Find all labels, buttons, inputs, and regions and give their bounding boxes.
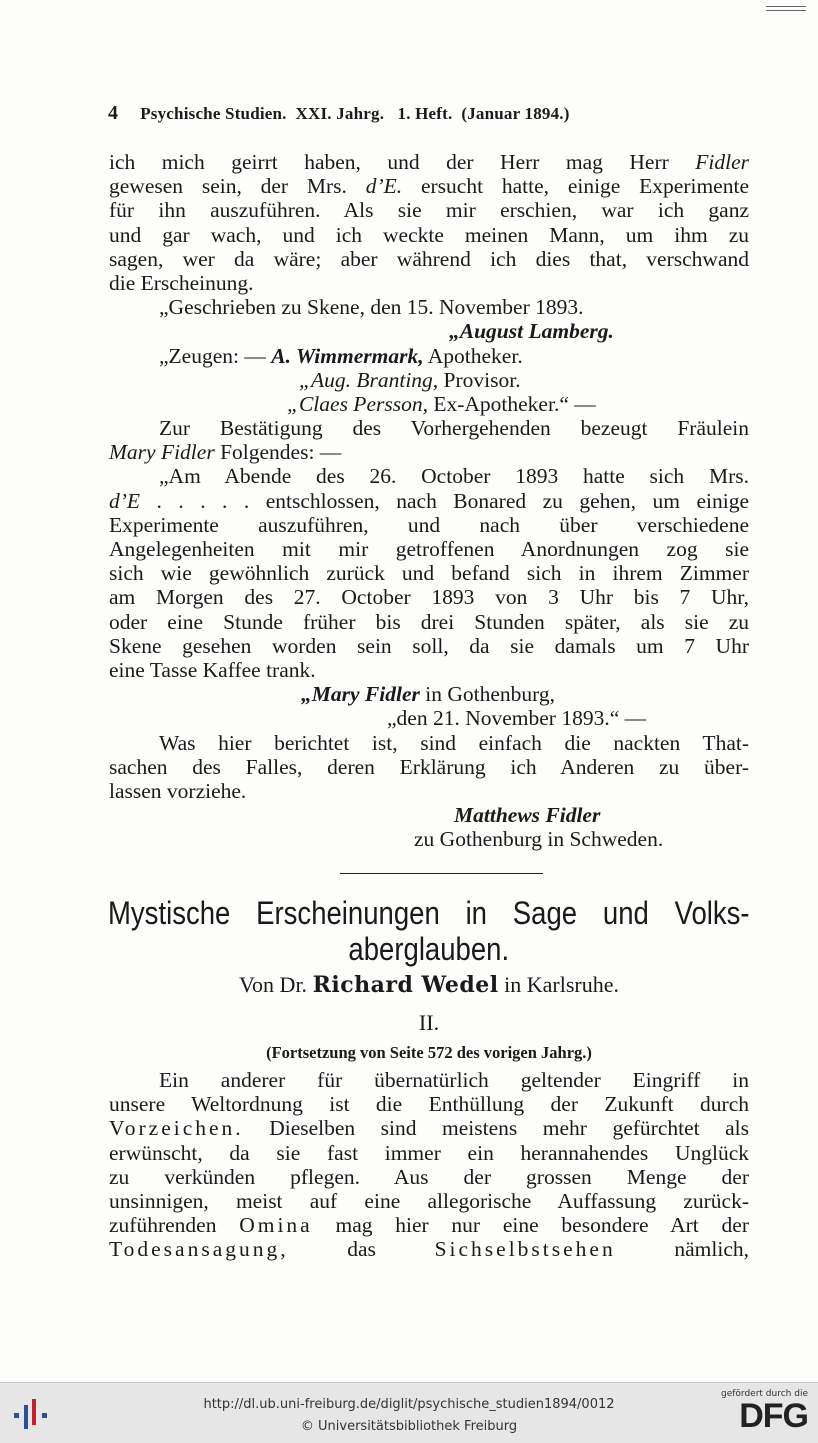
text-line <box>109 319 749 343</box>
text-run: zu Gothenburg in Schweden. <box>414 827 664 852</box>
italic-text: „Claes Persson, <box>287 391 428 416</box>
text-run: in Gothenburg, <box>419 682 556 707</box>
text-run: zuführenden <box>109 1213 240 1238</box>
text-line <box>109 803 749 827</box>
text-line <box>109 731 749 755</box>
continuation-note: (Fortsetzung von Seite 572 des vorigen Jahrg.) <box>266 1043 592 1062</box>
text-run: ersucht hatte, einige Experimente <box>402 174 749 199</box>
text-line <box>109 392 749 416</box>
section-divider <box>340 873 543 874</box>
byline-suffix: in Karlsruhe. <box>498 972 619 997</box>
text-line <box>109 440 749 464</box>
italic-text: Fidler <box>695 150 749 174</box>
text-run: das <box>288 1237 435 1262</box>
spaced-emphasis: Sichselbstsehen <box>434 1237 616 1262</box>
viewer-footer <box>0 1382 818 1443</box>
text-line <box>109 1068 749 1092</box>
spaced-emphasis: Omina <box>239 1213 313 1238</box>
byline <box>0 972 818 998</box>
text-run: sagen, wer da wäre; aber während ich dies that, verschwand <box>109 246 749 271</box>
italic-text: Mary Fidler <box>109 440 215 465</box>
text-run: lassen vorziehe. <box>109 778 247 803</box>
text-run: für ihn auszuführen. Als sie mir erschien, war ich ganz <box>109 198 749 223</box>
dfg-wordmark: DFG <box>739 1397 808 1435</box>
text-run: Ein anderer für übernatürlich geltender Eingriff in <box>159 1068 749 1092</box>
text-line <box>109 1165 749 1189</box>
text-run: „Am Abende des 26. October 1893 hatte sich Mrs. <box>159 464 749 489</box>
text-run: Dieselben sind meistens mehr gefürchtet als <box>243 1116 749 1141</box>
article-title-line-2: aberglauben. <box>348 931 510 967</box>
text-run: oder eine Stunde früher bis drei Stunden später, als sie zu <box>109 609 749 634</box>
text-line <box>109 682 749 706</box>
page-url-link[interactable]: http://dl.ub.uni-freiburg.de/diglit/psychische_studien1894/0012 <box>203 1397 615 1412</box>
text-line <box>109 779 749 803</box>
text-run: am Morgen des 27. October 1893 von 3 Uhr bis 7 Uhr, <box>109 585 749 610</box>
text-run: Angelegenheiten mit mir getroffenen Anordnungen zog sie <box>109 537 749 561</box>
corner-marks <box>766 6 806 14</box>
text-line <box>109 706 749 730</box>
text-run: sachen des Falles, deren Erklärung ich Anderen zu über- <box>109 754 749 779</box>
spaced-emphasis: Vorzeichen. <box>109 1116 244 1141</box>
text-run: Zur Bestätigung des Vorhergehenden bezeugt Fräulein <box>159 416 749 441</box>
text-run: Folgendes: — <box>214 440 342 465</box>
letter-text-block <box>109 150 749 851</box>
text-line <box>109 1141 749 1165</box>
text-run: sich wie gewöhnlich zurück und befand sich in ihrem Zimmer <box>109 561 749 586</box>
text-run: zu verkünden pflegen. Aus der grossen Menge der <box>109 1164 749 1189</box>
italic-text: d’E <box>109 488 141 513</box>
text-line <box>109 489 749 513</box>
text-line <box>109 271 749 295</box>
dfg-tagline: gefördert durch die <box>721 1389 808 1399</box>
text-line <box>109 658 749 682</box>
part-number: II. <box>418 1010 440 1035</box>
text-run: „den 21. November 1893.“ — <box>387 706 647 731</box>
text-run: und gar wach, und ich weckte meinen Mann, um ihm zu <box>109 222 749 247</box>
text-run: Was hier berichtet ist, sind einfach die nackten That- <box>159 730 749 755</box>
text-line <box>109 1189 749 1213</box>
text-line <box>109 634 749 658</box>
text-line <box>109 368 749 392</box>
article-title-line-1: Mystische Erscheinungen in Sage und Volks- <box>108 895 750 931</box>
text-run: erwünscht, da sie fast immer ein herannahendes Unglück <box>109 1140 749 1165</box>
text-line <box>109 150 749 174</box>
italic-text: d’E. <box>365 174 403 199</box>
running-header <box>108 102 753 125</box>
text-line <box>109 561 749 585</box>
copyright-notice: © Universitätsbibliothek Freiburg <box>300 1419 518 1434</box>
text-line <box>109 295 749 319</box>
text-run: gewesen sein, der Mrs. <box>109 174 366 199</box>
text-line <box>109 464 749 488</box>
running-title: Psychische Studien. XXI. Jahrg. 1. Heft. (Januar 1894.) <box>140 104 570 123</box>
text-line <box>109 585 749 609</box>
text-run: „Geschrieben zu Skene, den 15. November 1893. <box>159 295 584 320</box>
text-line <box>109 174 749 198</box>
page-number: 4 <box>108 102 119 124</box>
text-line <box>109 513 749 537</box>
text-line <box>109 223 749 247</box>
text-line <box>109 344 749 368</box>
text-run: Experimente auszuführen, und nach über verschiedene <box>109 512 749 537</box>
spaced-emphasis: Todesansagung, <box>109 1237 289 1262</box>
text-run: Provisor. <box>438 367 521 392</box>
text-line <box>109 610 749 634</box>
text-run: Ex-Apotheker.“ — <box>427 391 596 416</box>
text-line <box>109 416 749 440</box>
text-line <box>109 755 749 779</box>
signature-name: A. Wimmermark, <box>271 343 424 368</box>
text-line <box>109 1237 749 1261</box>
text-line <box>109 1092 749 1116</box>
text-line <box>109 198 749 222</box>
text-line <box>109 537 749 561</box>
text-run: eine Tasse Kaffee trank. <box>109 657 316 682</box>
article-title <box>108 895 750 967</box>
author-name: Richard Wedel <box>312 972 499 998</box>
text-run: Apotheker. <box>423 343 523 368</box>
signature-name: „August Lamberg. <box>449 319 614 344</box>
text-line <box>109 1213 749 1237</box>
text-line <box>109 827 749 851</box>
text-run: „Zeugen: — <box>159 343 272 368</box>
dfg-logo <box>718 1389 808 1439</box>
text-run: . . . . . entschlossen, nach Bonared zu gehen, um einige <box>140 488 749 513</box>
signature-name: Matthews Fidler <box>454 803 601 828</box>
signature-name: „Mary Fidler <box>301 682 420 707</box>
text-run: mag hier nur eine besondere Art der <box>312 1213 749 1238</box>
text-run: unsinnigen, meist auf eine allegorische Auffassung zurück- <box>109 1188 749 1213</box>
article-body-text <box>109 1068 749 1262</box>
text-run: unsere Weltordnung ist die Enthüllung der Zukunft durch <box>109 1092 749 1117</box>
byline-prefix: Von Dr. <box>239 972 313 997</box>
text-run: nämlich, <box>615 1237 749 1262</box>
text-line <box>109 1116 749 1140</box>
italic-text: „Aug. Branting, <box>299 367 439 392</box>
text-run: ich mich geirrt haben, und der Herr mag Herr <box>109 150 696 174</box>
text-line <box>109 247 749 271</box>
text-run: Skene gesehen worden sein soll, da sie damals um 7 Uhr <box>109 633 749 658</box>
text-run: die Erscheinung. <box>109 270 254 295</box>
